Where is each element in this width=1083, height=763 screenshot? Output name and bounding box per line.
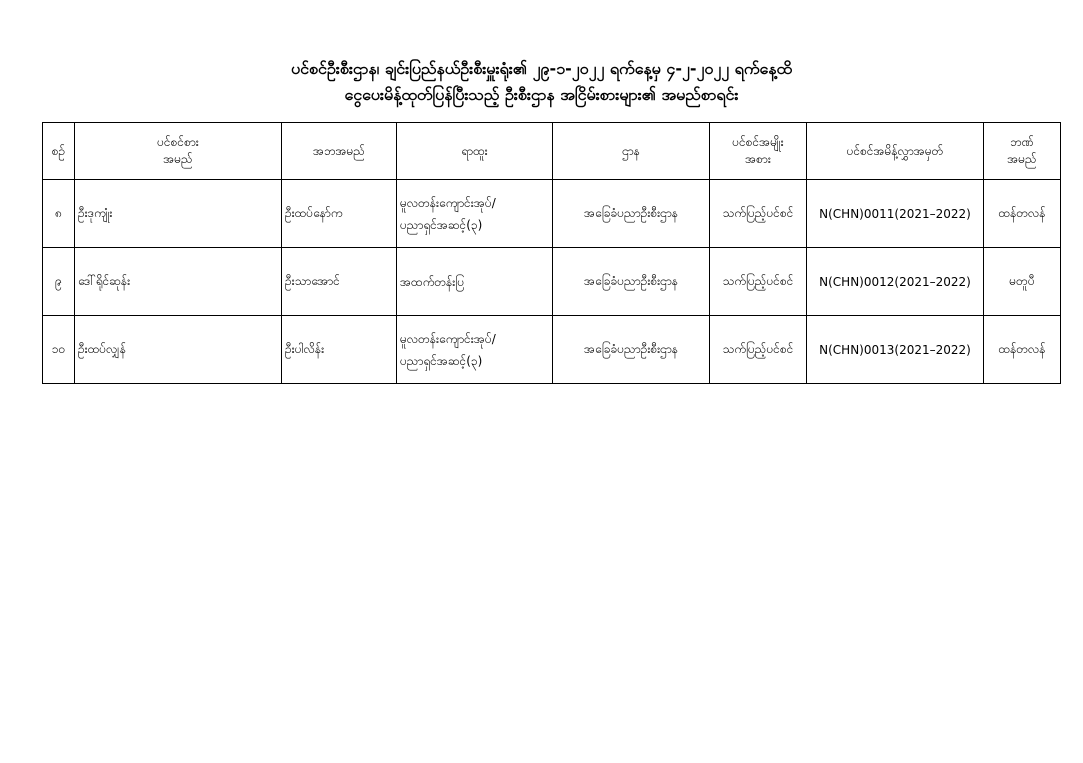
cell-name: ဒေါ်ရိုင်ဆုန်း: [75, 248, 282, 316]
table-row: [43, 316, 1061, 384]
cell-order-no: N(CHN)0012(2021–2022): [807, 248, 984, 316]
cell-position: မူလတန်းကျောင်းအုပ်/ ပညာရှင်အဆင့်(၃): [397, 316, 553, 384]
cell-father-name: ဦးထပ်နော်က: [282, 180, 397, 248]
header-category: ဘဏ် အမည်: [984, 123, 1061, 180]
cell-pension-type: သက်ပြည့်ပင်စင်: [710, 248, 807, 316]
cell-order-no: N(CHN)0013(2021–2022): [807, 316, 984, 384]
title-line-1: ပင်စင်ဦးစီးဌာန၊ ချင်းပြည်နယ်ဦးစီးမှူးရုံး၏ ၂၉-၁-၂၀၂၂ ရက်နေ့မှ ၄-၂-၂၀၂၂ ရက်နေ့ထိ: [291, 59, 792, 78]
header-pensioner-name: ပင်စင်စား အမည်: [75, 123, 282, 180]
document-title: [0, 56, 1083, 108]
header-father-name: အဘအမည်: [282, 123, 397, 180]
table-header-row: [43, 123, 1061, 180]
table-row: [43, 180, 1061, 248]
cell-father-name: ဦးပါလိန်း: [282, 316, 397, 384]
cell-name: ဦးထပ်လျှန်: [75, 316, 282, 384]
header-department: ဌာန: [553, 123, 710, 180]
cell-father-name: ဦးသာအောင်: [282, 248, 397, 316]
cell-serial: ၈: [43, 180, 75, 248]
cell-position: မူလတန်းကျောင်းအုပ်/ ပညာရှင်အဆင့်(၃): [397, 180, 553, 248]
cell-category: မတူပီ: [984, 248, 1061, 316]
cell-department: အခြေခံပညာဦးစီးဌာန: [553, 180, 710, 248]
cell-category: ထန်တလန်: [984, 180, 1061, 248]
header-pension-order-no: ပင်စင်အမိန့်လွှာအမှတ်: [807, 123, 984, 180]
cell-department: အခြေခံပညာဦးစီးဌာန: [553, 248, 710, 316]
cell-order-no: N(CHN)0011(2021–2022): [807, 180, 984, 248]
table-row: [43, 248, 1061, 316]
title-line-2: ငွေပေးမိန့်ထုတ်ပြန်ပြီးသည့် ဦးစီးဌာန အငြိမ်းစားများ၏ အမည်စာရင်း: [344, 85, 739, 104]
header-serial: စဉ်: [43, 123, 75, 180]
cell-department: အခြေခံပညာဦးစီးဌာန: [553, 316, 710, 384]
cell-pension-type: သက်ပြည့်ပင်စင်: [710, 316, 807, 384]
cell-pension-type: သက်ပြည့်ပင်စင်: [710, 180, 807, 248]
cell-position: အထက်တန်းပြ: [397, 248, 553, 316]
header-pension-type: ပင်စင်အမျိုး အစား: [710, 123, 807, 180]
header-position: ရာထူး: [397, 123, 553, 180]
cell-serial: ၉: [43, 248, 75, 316]
pensioner-table: [42, 122, 1061, 384]
cell-serial: ၁၀: [43, 316, 75, 384]
cell-name: ဦးဒုကျုံး: [75, 180, 282, 248]
cell-category: ထန်တလန်: [984, 316, 1061, 384]
